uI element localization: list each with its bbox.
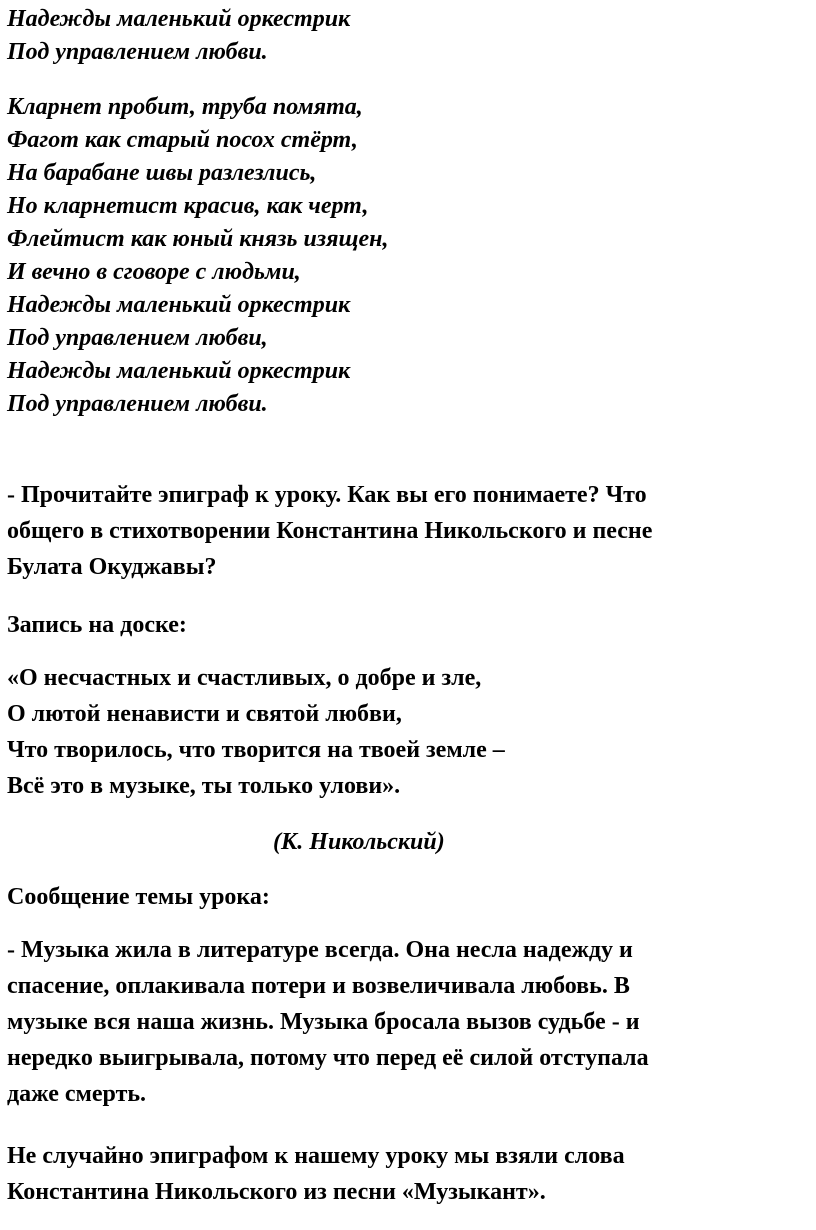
question-paragraph xyxy=(7,477,652,585)
poem-line: Но кларнетист красив, как черт, xyxy=(7,193,369,219)
question-line: Булата Окуджавы? xyxy=(7,554,217,580)
epigraph-line: Всё это в музыке, ты только улови». xyxy=(7,773,401,799)
poem-line: Кларнет пробит, труба помята, xyxy=(7,94,363,120)
poem-line: Надежды маленький оркестрик xyxy=(7,6,351,32)
poem-line: И вечно в сговоре с людьми, xyxy=(7,259,301,285)
epigraph-author: (К. Никольский) xyxy=(273,829,445,855)
poem-line: На барабане швы разлезлись, xyxy=(7,160,317,186)
poem-line: Под управлением любви. xyxy=(7,391,268,417)
topic-heading-text: Сообщение темы урока: xyxy=(7,884,270,910)
question-line: - Прочитайте эпиграф к уроку. Как вы его понимаете? Что xyxy=(7,482,647,508)
topic-line: - Музыка жила в литературе всегда. Она несла надежду и xyxy=(7,937,633,963)
epigraph-line: Что творилось, что творится на твоей земле – xyxy=(7,737,505,763)
topic-line: даже смерть. xyxy=(7,1081,147,1107)
poem-line: Надежды маленький оркестрик xyxy=(7,358,351,384)
poem-intro-stanza xyxy=(7,3,350,69)
epigraph-block xyxy=(7,660,505,804)
closing-line: Не случайно эпиграфом к нашему уроку мы взяли слова xyxy=(7,1143,625,1169)
epigraph-line: О лютой ненависти и святой любви, xyxy=(7,701,402,727)
epigraph-line: «О несчастных и счастливых, о добре и зле, xyxy=(7,665,482,691)
board-heading xyxy=(7,607,187,643)
topic-paragraph xyxy=(7,932,649,1112)
board-heading-text: Запись на доске: xyxy=(7,612,187,638)
poem-line: Под управлением любви. xyxy=(7,39,268,65)
closing-paragraph xyxy=(7,1138,625,1210)
poem-line: Флейтист как юный князь изящен, xyxy=(7,226,389,252)
poem-main-stanza xyxy=(7,91,389,421)
poem-line: Фагот как старый посох стёрт, xyxy=(7,127,358,153)
topic-line: нередко выигрывала, потому что перед её силой отступала xyxy=(7,1045,649,1071)
question-line: общего в стихотворении Константина Никольского и песне xyxy=(7,518,653,544)
topic-line: музыке вся наша жизнь. Музыка бросала вызов судьбе - и xyxy=(7,1009,640,1035)
poem-line: Под управлением любви, xyxy=(7,325,268,351)
poem-line: Надежды маленький оркестрик xyxy=(7,292,351,318)
topic-heading xyxy=(7,879,270,915)
closing-line: Константина Никольского из песни «Музыкант». xyxy=(7,1179,546,1205)
topic-line: спасение, оплакивала потери и возвеличивала любовь. В xyxy=(7,973,630,999)
